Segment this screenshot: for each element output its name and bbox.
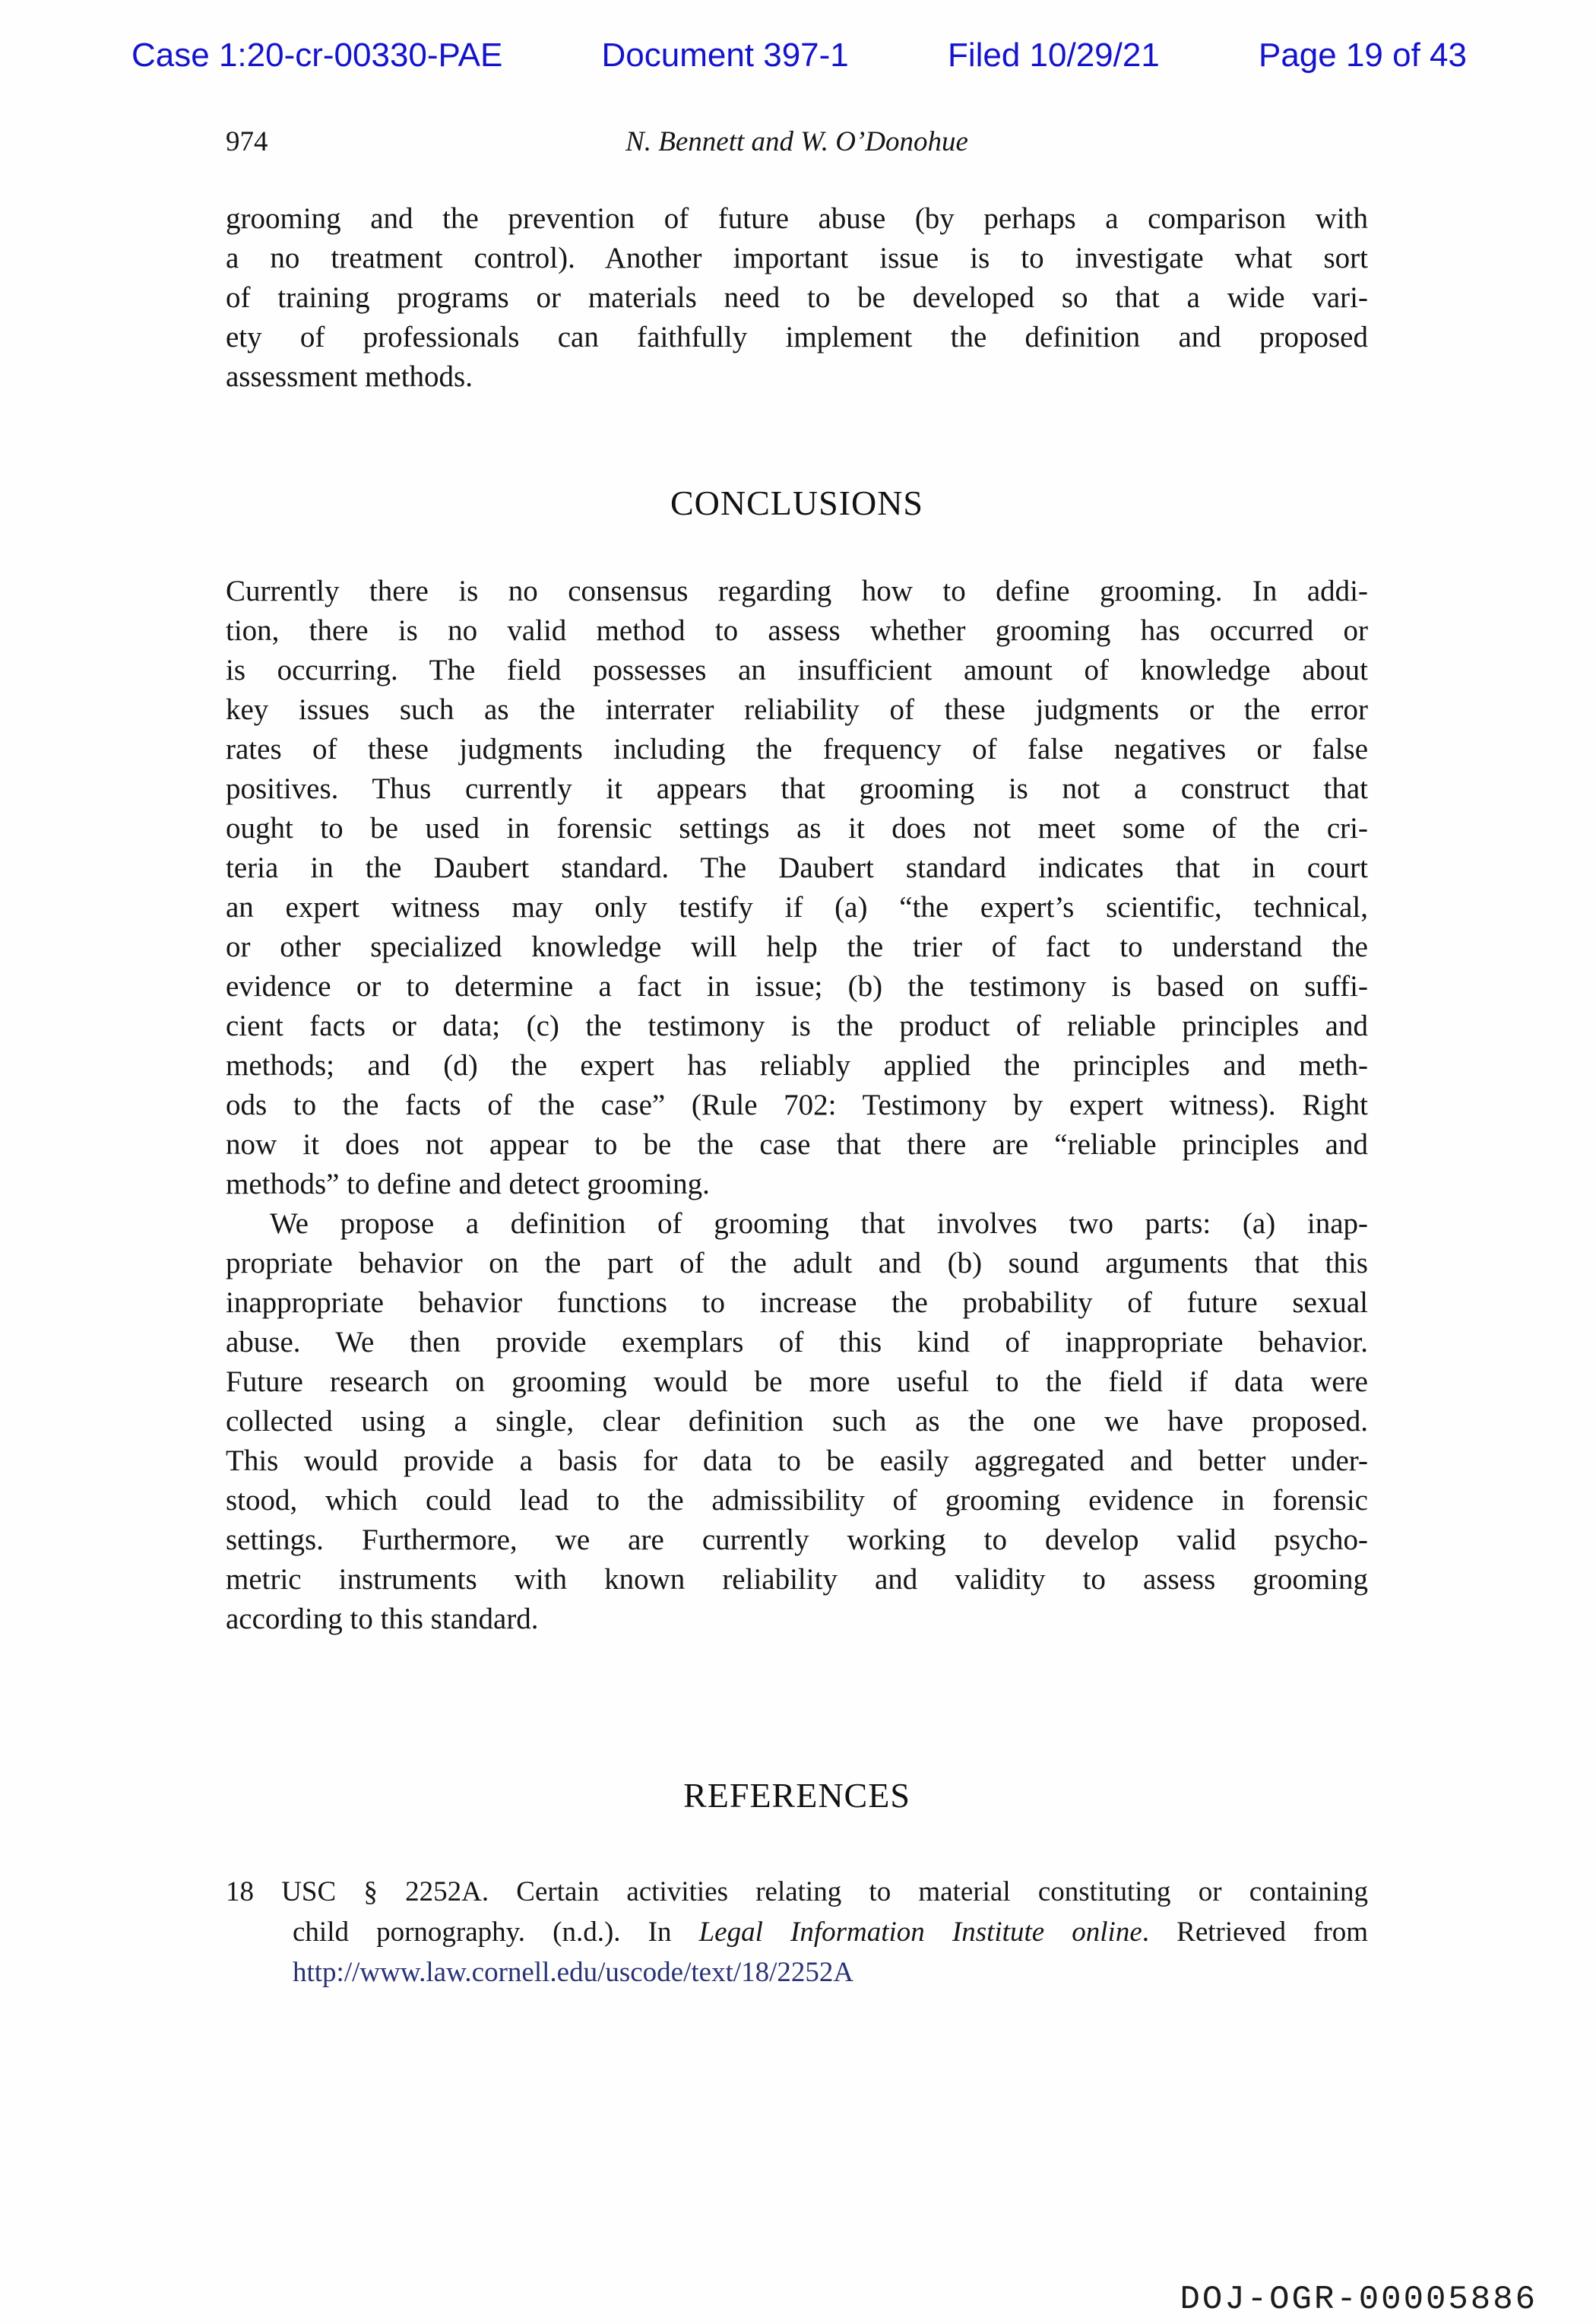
reference-entry (226, 1872, 1368, 1993)
text-line: ety of professionals can faithfully implement the definition and proposed (226, 321, 1368, 354)
text-line: inappropriate behavior functions to increase the probability of future sexual (226, 1286, 1368, 1319)
folio-page-number: 974 (226, 126, 268, 157)
text-line: methods” to define and detect grooming. (226, 1168, 710, 1200)
text-line: stood, which could lead to the admissibility of grooming evidence in forensic (226, 1484, 1368, 1517)
text-line: settings. Furthermore, we are currently working to develop valid psycho- (226, 1523, 1368, 1556)
text-line: Future research on grooming would be more useful to the field if data were (226, 1365, 1368, 1398)
conclusions-paragraph-2 (226, 1204, 1368, 1639)
text-line: rates of these judgments including the frequency of false negatives or false (226, 733, 1368, 766)
reference-line: 18 USC § 2252A. Certain activities relating to material constituting or containing (226, 1876, 1368, 1907)
text-line: key issues such as the interrater reliability of these judgments or the error (226, 693, 1368, 726)
text-line: Currently there is no consensus regarding how to define grooming. In addi- (226, 575, 1368, 607)
reference-text: . Retrieved from (1142, 1917, 1369, 1948)
text-line: cient facts or data; (c) the testimony is the product of reliable principles and (226, 1010, 1368, 1042)
text-line: an expert witness may only testify if (a) “the expert’s scientific, technical, (226, 891, 1368, 924)
text-line: collected using a single, clear definition such as the one we have proposed. (226, 1405, 1368, 1438)
text-line: a no treatment control). Another important issue is to investigate what sort (226, 242, 1368, 274)
text-line: propriate behavior on the part of the adult and (b) sound arguments that this (226, 1247, 1368, 1279)
text-line: positives. Thus currently it appears that grooming is not a construct that (226, 772, 1368, 805)
text-line: of training programs or materials need to be developed so that a wide vari- (226, 281, 1368, 314)
reference-line (226, 1912, 1368, 1952)
reference-line (226, 1952, 1368, 1993)
text-line: methods; and (d) the expert has reliably applied the principles and meth- (226, 1049, 1368, 1082)
conclusions-heading: CONCLUSIONS (670, 484, 924, 522)
references-heading: REFERENCES (683, 1776, 910, 1815)
text-line: teria in the Daubert standard. The Daubert standard indicates that in court (226, 851, 1368, 884)
text-line: This would provide a basis for data to be easily aggregated and better under- (226, 1444, 1368, 1477)
intro-paragraph (226, 199, 1368, 397)
stamp-case-number: Case 1:20-cr-00330-PAE (131, 36, 503, 74)
reference-text: child pornography. (n.d.). In (293, 1917, 699, 1948)
text-line: ods to the facts of the case” (Rule 702: Testimony by expert witness). Right (226, 1089, 1368, 1121)
stamp-document-number: Document 397-1 (601, 36, 849, 74)
text-line: or other specialized knowledge will help the trier of fact to understand the (226, 931, 1368, 963)
reference-link[interactable]: http://www.law.cornell.edu/uscode/text/18/2252A (293, 1957, 854, 1988)
conclusions-paragraph-1 (226, 572, 1368, 1204)
text-line: ought to be used in forensic settings as it does not meet some of the cri- (226, 812, 1368, 845)
text-line: is occurring. The field possesses an insufficient amount of knowledge about (226, 654, 1368, 686)
court-stamp (131, 38, 1467, 73)
text-line: evidence or to determine a fact in issue; (b) the testimony is based on suffi- (226, 970, 1368, 1003)
text-line: now it does not appear to be the case that there are “reliable principles and (226, 1128, 1368, 1161)
reference-source-title: Legal Information Institute online (698, 1917, 1142, 1948)
bates-number: DOJ-OGR-00005886 (1180, 2281, 1537, 2319)
journal-page-header (226, 126, 1368, 158)
text-line: according to this standard. (226, 1603, 539, 1635)
text-line: tion, there is no valid method to assess whether grooming has occurred or (226, 614, 1368, 647)
text-line: grooming and the prevention of future abuse (by perhaps a comparison with (226, 202, 1368, 235)
stamp-page-number: Page 19 of 43 (1258, 36, 1467, 74)
text-line: abuse. We then provide exemplars of this kind of inappropriate behavior. (226, 1326, 1368, 1359)
text-line: We propose a definition of grooming that involves two parts: (a) inap- (270, 1207, 1368, 1240)
stamp-filed-date: Filed 10/29/21 (947, 36, 1160, 74)
running-head: N. Bennett and W. O’Donohue (625, 126, 968, 157)
text-line: metric instruments with known reliability and validity to assess grooming (226, 1563, 1368, 1596)
text-line: assessment methods. (226, 360, 473, 393)
